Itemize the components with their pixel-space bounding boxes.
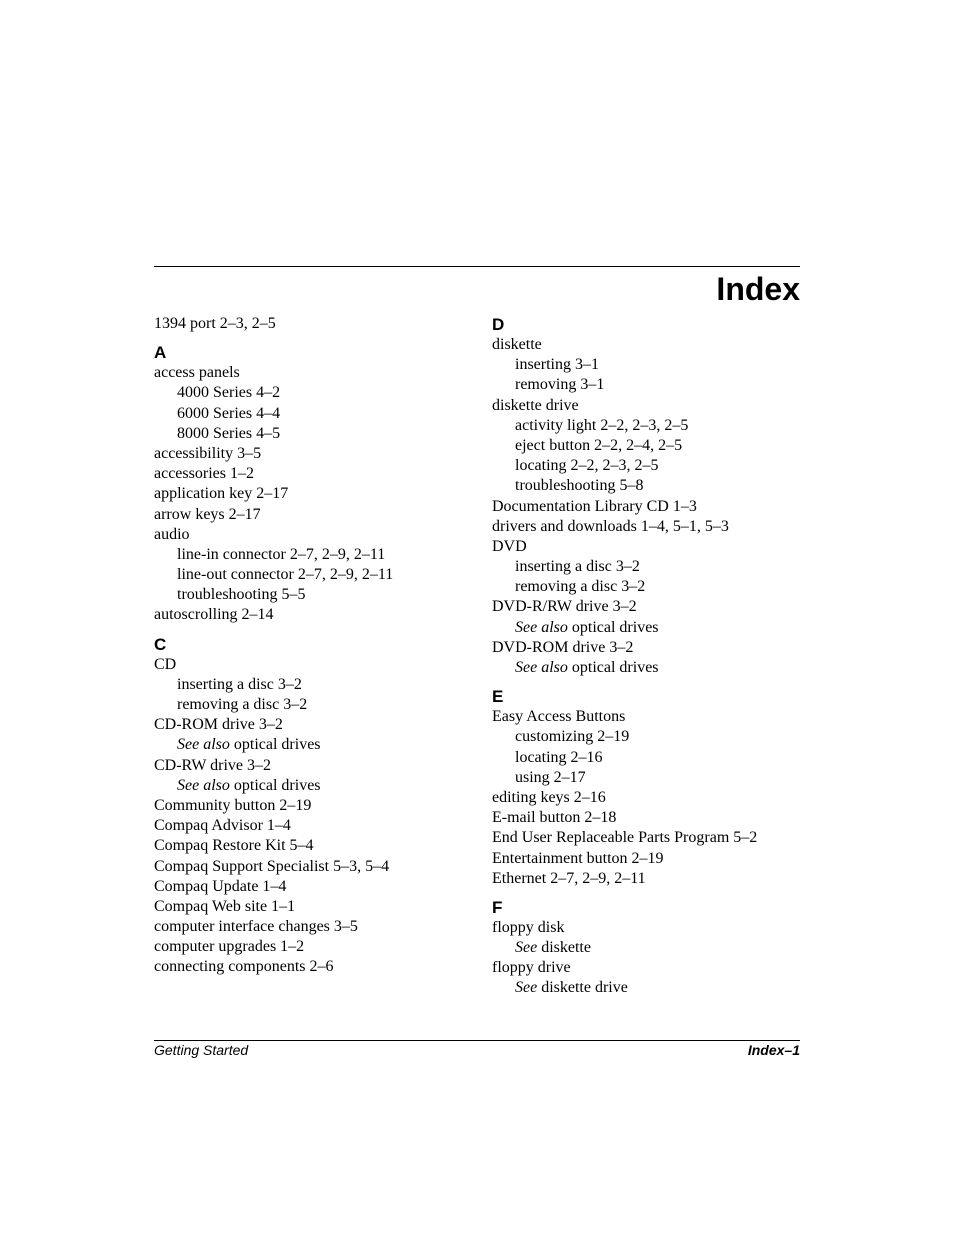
index-entry: accessories 1–2 (154, 465, 254, 483)
index-entry: Easy Access Buttons (492, 708, 626, 726)
see-target: optical drives (567, 659, 659, 676)
index-subentry: 6000 Series 4–4 (177, 404, 281, 422)
index-subentry: troubleshooting 5–5 (177, 586, 306, 604)
index-section-letter: F (492, 897, 503, 917)
index-entry: Compaq Update 1–4 (154, 877, 287, 895)
index-section-letter: D (492, 315, 505, 334)
index-subentry: removing a disc 3–2 (515, 578, 646, 596)
index-entry: CD (154, 655, 177, 673)
index-entry: arrow keys 2–17 (154, 505, 261, 523)
index-see-reference (154, 776, 484, 796)
see-label: See also (515, 618, 568, 636)
index-column-left (154, 314, 484, 978)
index-subentry: troubleshooting 5–8 (515, 477, 644, 495)
index-entry: floppy disk (492, 918, 565, 936)
index-subentry: 8000 Series 4–5 (177, 424, 281, 442)
index-subentry: inserting a disc 3–2 (177, 675, 302, 693)
index-entry: diskette (492, 336, 542, 353)
index-see-reference (492, 938, 800, 958)
index-subentry: locating 2–2, 2–3, 2–5 (515, 457, 659, 475)
index-subentry: customizing 2–19 (515, 728, 630, 746)
index-subentry: using 2–17 (515, 768, 586, 786)
index-column-right (492, 314, 800, 999)
index-entry: floppy drive (492, 959, 571, 977)
index-subentry: 4000 Series 4–2 (177, 384, 281, 402)
index-see-reference (154, 735, 484, 755)
index-entry: Documentation Library CD 1–3 (492, 497, 697, 515)
see-label: See also (177, 776, 230, 794)
index-entry: CD-ROM drive 3–2 (154, 716, 283, 734)
index-entry: Compaq Advisor 1–4 (154, 817, 291, 835)
index-entry: DVD-R/RW drive 3–2 (492, 598, 637, 616)
see-label: See also (515, 659, 568, 676)
index-entry: Compaq Web site 1–1 (154, 897, 296, 915)
index-subentry: eject button 2–2, 2–4, 2–5 (515, 436, 683, 454)
see-label: See (515, 979, 538, 997)
index-entry: autoscrolling 2–14 (154, 606, 274, 624)
index-see-reference (492, 658, 800, 678)
page-title: Index (716, 271, 800, 307)
index-subentry: inserting a disc 3–2 (515, 558, 640, 576)
footer-book-title: Getting Started (154, 1042, 249, 1058)
index-entry: Ethernet 2–7, 2–9, 2–11 (492, 869, 646, 887)
index-entry: DVD-ROM drive 3–2 (492, 638, 634, 656)
index-entry: application key 2–17 (154, 485, 289, 503)
index-entry: Compaq Restore Kit 5–4 (154, 837, 314, 855)
see-target: diskette drive (537, 979, 628, 997)
index-subentry: line-in connector 2–7, 2–9, 2–11 (177, 545, 386, 563)
index-entry: diskette drive (492, 396, 579, 414)
index-subentry: removing a disc 3–2 (177, 696, 308, 713)
index-entry: computer upgrades 1–2 (154, 938, 305, 956)
index-subentry: line-out connector 2–7, 2–9, 2–11 (177, 566, 394, 584)
header-rule (154, 266, 800, 267)
index-entry: computer interface changes 3–5 (154, 918, 358, 936)
index-entry: End User Replaceable Parts Program 5–2 (492, 829, 758, 847)
index-section-letter: E (492, 687, 504, 707)
see-target: optical drives (567, 618, 659, 636)
footer-page-number: Index–1 (747, 1042, 800, 1058)
index-see-reference (492, 978, 800, 998)
index-entry: access panels (154, 364, 240, 382)
index-entry: DVD (492, 537, 527, 555)
index-section-letter: C (154, 634, 167, 654)
index-entry: drivers and downloads 1–4, 5–1, 5–3 (492, 517, 729, 535)
index-entry: Community button 2–19 (154, 796, 312, 814)
see-target: optical drives (229, 736, 321, 754)
index-entry: CD-RW drive 3–2 (154, 756, 272, 774)
see-target: optical drives (229, 776, 321, 794)
see-label: See also (177, 736, 230, 754)
index-subentry: locating 2–16 (515, 748, 603, 766)
index-subentry: inserting 3–1 (515, 356, 599, 374)
index-entry: accessibility 3–5 (154, 444, 262, 462)
index-entry: Compaq Support Specialist 5–3, 5–4 (154, 857, 390, 875)
index-entry: audio (154, 525, 190, 543)
index-see-reference (492, 618, 800, 638)
index-entry: connecting components 2–6 (154, 958, 334, 976)
footer-rule (154, 1040, 800, 1041)
index-subentry: removing 3–1 (515, 376, 605, 394)
see-target: diskette (537, 939, 591, 957)
index-entry: E-mail button 2–18 (492, 809, 617, 827)
index-section-letter: A (154, 343, 167, 363)
see-label: See (515, 939, 538, 957)
index-entry: Entertainment button 2–19 (492, 849, 664, 867)
index-entry: editing keys 2–16 (492, 788, 606, 806)
index-entry: 1394 port 2–3, 2–5 (154, 315, 276, 332)
index-subentry: activity light 2–2, 2–3, 2–5 (515, 416, 689, 434)
